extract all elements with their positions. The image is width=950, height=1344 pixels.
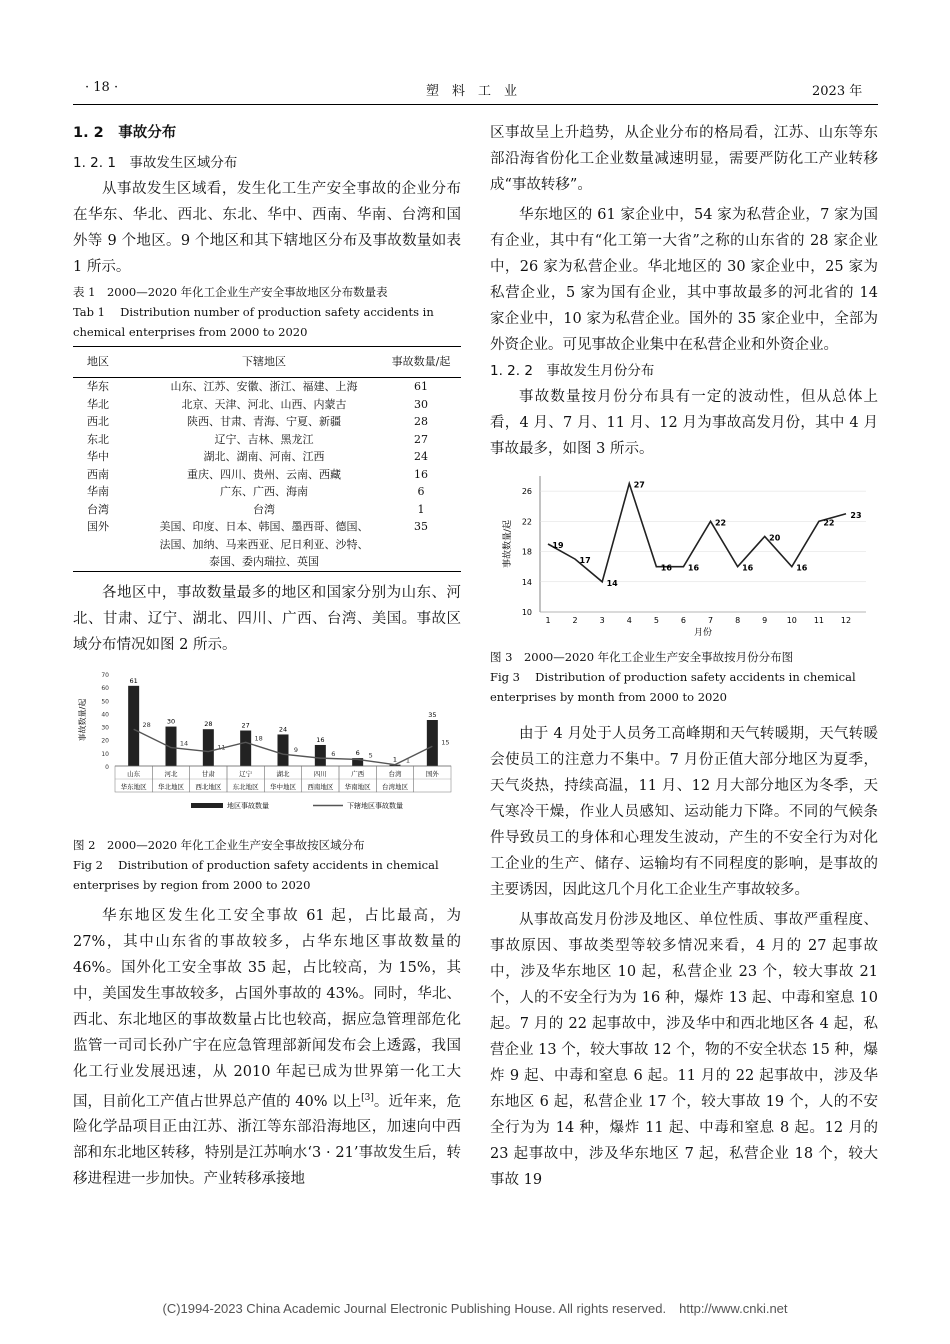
subsection-title-1: 1. 2. 1 事故发生区域分布: [73, 155, 238, 171]
x-tick-label: 4: [626, 616, 632, 625]
region-bar-chart: [73, 664, 461, 826]
table-cell: 重庆、四川、贵州、云南、西藏: [187, 467, 341, 481]
paragraph: 由于 4 月处于人员务工高峰期和天气转暖期，天气转暖会使员工的注意力不集中。7 月份正值大部分地区为夏季，天气炎热，持续高温，11 月、12 月大部分地区为冬季，天气寒冷干燥，作业人员感知、运动能力下降。不同的气候条件导致员工的身体和心理发生波动，产生的不安全行为对化工企业的生产、储存、运输均有不同程度的影响，是事故的主要诱因，因此这几个月化工企业生产事故较多。: [490, 726, 878, 898]
table-row: [73, 448, 461, 466]
figure-caption-en: Fig 2 Distribution of production safety accidents in chemical: [73, 857, 439, 872]
line-data-label: 28: [142, 720, 151, 729]
data-label: 20: [769, 533, 781, 543]
x-tick-label: 四川: [313, 769, 327, 778]
table-cell: 27: [414, 432, 428, 446]
table-header: 事故数量/起: [381, 347, 461, 378]
figure-caption-en: Fig 3 Distribution of production safety accidents in chemical: [490, 670, 856, 684]
table-cell: 东北: [87, 432, 109, 446]
figure-2: [73, 664, 461, 835]
table-cell-line: 泰国、委内瑞拉、英国: [209, 555, 319, 568]
right-column: [490, 120, 878, 1193]
y-tick-label: 10: [521, 608, 532, 617]
bar-data-label: 16: [316, 735, 325, 744]
line-data-label: 5: [368, 750, 373, 759]
x-region-label: 华东地区: [120, 782, 147, 791]
table-header: 下辖地区: [147, 347, 381, 378]
header-rule: [73, 104, 878, 105]
data-label: 14: [606, 578, 618, 588]
month-line-chart: [490, 466, 878, 638]
x-tick-label: 国外: [425, 769, 439, 778]
x-tick-label: 2: [572, 616, 578, 625]
paragraph-text: 华东地区发生化工安全事故 61 起，占比最高，为 27%，其中山东省的事故较多，占华东地区事故数量的 46%。国外化工安全事故 35 起，占比较高，为 15%，其中，美国发生事故较多，占国外事故的 43%。同时，华北、西北、东北地区的事故数量占比也较高，据应急管理部危化监管一司司长孙广宇在应急管理部新闻发布会上透露，我国化工行业发展迅速，从 2010 年起已成为世界第一化工大国，目前化工产值占世界总产值的 40% 以上: [73, 907, 461, 1110]
table-row: [73, 378, 461, 396]
table-cell: 广东、广西、海南: [220, 485, 308, 498]
x-tick-label: 11: [813, 616, 825, 625]
data-label: 23: [850, 510, 862, 520]
table-cell: 辽宁、吉林、黑龙江: [214, 432, 314, 446]
line-data-label: 14: [179, 739, 189, 748]
y-tick-label: 50: [101, 697, 109, 705]
table-cell-line: 美国、印度、日本、韩国、墨西哥、德国、: [159, 520, 369, 533]
paragraph-text: 。近年来，危险化学品项目正由江苏、浙江等东部沿海地区，加速向中西部和东北地区转移，特别是江苏响水‘3 · 21’事故发生后，转移进程进一步加快。产业转移承接地: [73, 1093, 461, 1188]
table-cell: 华东: [87, 380, 109, 393]
table-cell: 6: [417, 485, 425, 498]
bar-data-label: 27: [241, 721, 250, 730]
bar: [315, 744, 326, 765]
table-cell: 西南: [87, 467, 109, 481]
y-tick-label: 30: [101, 724, 109, 732]
table-cell: 湖北、湖南、河南、江西: [203, 450, 325, 463]
table-cell: 华中: [87, 450, 109, 463]
y-tick-label: 14: [521, 577, 532, 587]
table-cell: 28: [414, 415, 428, 428]
y-axis-label: 事故数量/起: [503, 519, 513, 569]
table-cell: 陕西、甘肃、青海、宁夏、新疆: [187, 415, 341, 428]
table-header-row: [73, 347, 461, 378]
y-tick-label: 22: [521, 517, 532, 527]
bar-data-label: 1: [392, 755, 398, 764]
line-data-label: 9: [293, 745, 299, 754]
table-row: [73, 501, 461, 519]
data-label: 16: [796, 563, 808, 573]
figure-caption-en: enterprises by region from 2000 to 2020: [73, 877, 311, 892]
x-tick-label: 5: [653, 616, 659, 625]
copyright-footer: (C)1994-2023 China Academic Journal Electronic Publishing House. All rights reserved. http://www.cnki.net: [162, 1301, 788, 1316]
line-data-label: 11: [217, 743, 226, 752]
x-tick-label: 6: [680, 616, 687, 625]
bar: [427, 720, 438, 766]
table-caption-en: chemical enterprises from 2000 to 2020: [73, 325, 308, 339]
x-tick-label: 10: [786, 616, 797, 625]
table-cell-line: 法国、加纳、马来西亚、尼日利亚、沙特、: [159, 537, 369, 551]
y-tick-label: 70: [101, 671, 109, 679]
table-cell: 24: [414, 450, 428, 463]
table-cell: 华北: [87, 397, 109, 411]
left-column: [73, 120, 461, 1192]
table-cell: 台湾: [87, 502, 109, 516]
x-region-label: 华中地区: [270, 782, 296, 791]
table-cell: 山东、江苏、安徽、浙江、福建、上海: [170, 380, 358, 393]
citation-ref: [3]: [361, 1092, 374, 1103]
table-header: 地区: [73, 347, 147, 378]
figure-3: [490, 466, 878, 647]
table-cell: 16: [414, 467, 428, 481]
figure-caption-en: enterprises by month from 2000 to 2020: [490, 690, 727, 704]
x-tick-label: 河北: [164, 769, 178, 778]
figure-caption-cn: 图 2 2000—2020 年化工企业生产安全事故按区域分布: [73, 837, 365, 852]
journal-year: 2023 年: [812, 84, 863, 99]
paragraph: 华东地区的 61 家企业中，54 家为私营企业，7 家为国有企业，其中有“化工第一大省”之称的山东省的 28 家企业中，26 家为私营企业。华北地区的 30 家企业中，25 家为私营企业，5 家为国有企业，其中事故最多的河北省的 14 家企业中，10 家为私营企业。国外的 35 家企业中，全部为外资企业。可见事故企业集中在私营企业和外资企业。: [490, 207, 878, 353]
page-number: · 18 ·: [85, 80, 119, 95]
data-label: 22: [823, 518, 835, 528]
x-axis-label: 月份: [693, 628, 713, 638]
bar-data-label: 6: [355, 748, 360, 757]
table-row: [73, 518, 461, 571]
table-cell: 1: [417, 502, 425, 516]
journal-title: 塑 料 工 业: [426, 84, 518, 99]
figure-caption-cn: 图 3 2000—2020 年化工企业生产安全事故按月份分布图: [490, 650, 794, 664]
table-cell: 华南: [87, 485, 109, 498]
bar: [128, 685, 139, 765]
table-cell: 国外: [73, 518, 147, 571]
section-title: 1. 2 事故分布: [73, 125, 177, 141]
table-row: [73, 431, 461, 449]
table-row: [73, 466, 461, 484]
x-tick-label: 9: [762, 616, 768, 625]
paragraph: 区事故呈上升趋势，从企业分布的格局看，江苏、山东等东部沿海省份化工企业数量减速明显，需要严防化工产业转移成“事故转移”。: [490, 125, 878, 193]
table-row: [73, 483, 461, 501]
bar: [240, 730, 251, 765]
data-label: 17: [579, 556, 591, 566]
table-cell: 35: [381, 518, 461, 571]
x-tick-label: 8: [735, 616, 741, 625]
bar: [278, 734, 289, 766]
legend-swatch-bar: [191, 803, 223, 808]
table-caption-en: Tab 1 Distribution number of production safety accidents in: [73, 305, 434, 319]
table-cell: 西北: [87, 415, 109, 428]
bar-data-label: 28: [204, 719, 213, 728]
x-tick-label: 台湾: [388, 769, 402, 778]
x-tick-label: 1: [545, 616, 551, 625]
table-cell: 北京、天津、河北、山西、内蒙古: [181, 397, 347, 411]
line-data-label: 15: [441, 737, 450, 746]
x-region-label: 东北地区: [232, 782, 259, 791]
bar-data-label: 35: [428, 710, 437, 719]
y-tick-label: 60: [101, 684, 109, 692]
x-tick-label: 7: [707, 616, 714, 625]
data-label: 27: [633, 480, 645, 490]
region-table: [73, 346, 461, 572]
paragraph: 从事故发生区域看，发生化工生产安全事故的企业分布在华东、华北、西北、东北、华中、西南、华南、台湾和国外等 9 个地区。9 个地区和其下辖地区分布及事故数量如表 1 所示。: [73, 181, 461, 275]
table-caption-cn: 表 1 2000—2020 年化工企业生产安全事故地区分布数量表: [73, 285, 388, 299]
table-cell: [147, 518, 381, 571]
x-tick-label: 3: [599, 616, 605, 625]
y-tick-label: 20: [101, 737, 109, 745]
paragraph: 各地区中，事故数量最多的地区和国家分别为山东、河北、甘肃、辽宁、湖北、四川、广西、台湾、美国。事故区域分布情况如图 2 所示。: [73, 584, 461, 653]
x-tick-label: 辽宁: [239, 769, 253, 778]
legend-label: 地区事故数量: [227, 801, 269, 810]
paragraph: 从事故高发月份涉及地区、单位性质、事故严重程度、事故原因、事故类型等较多情况来看，4 月的 27 起事故中，涉及华东地区 10 起，私营企业 23 个，较大事故 21 个，人的不安全行为为 16 种，爆炸 13 起、中毒和窒息 10 起。7 月的 22 起事故中，涉及华中和西北地区各 4 起，私营企业 13 个，较大事故 12 个，物的不安全状态 15 种，爆炸 9 起、中毒和窒息 6 起。11 月的 22 起事故中，涉及华东地区 6 起，私营企业 17 个，较大事故 19 个，人的不安全行为为 14 种，爆炸 11 起、中毒和窒息 8 起。12 月的 23 起事故中，涉及华东地区 7 起，私营企业 18 个，较大事故 19: [490, 912, 878, 1188]
table-cell: 61: [414, 380, 428, 393]
table-cell: 30: [414, 397, 428, 411]
line-data-label: 6: [331, 749, 336, 758]
bar: [203, 729, 214, 766]
bar-data-label: 30: [166, 717, 176, 726]
x-region-label: 台湾地区: [382, 782, 408, 791]
x-region-label: 西北地区: [195, 782, 222, 791]
bar-data-label: 24: [278, 724, 288, 733]
table-cell: 台湾: [253, 502, 275, 516]
x-region-label: 华北地区: [158, 782, 184, 791]
table-row: [73, 396, 461, 414]
line-data-label: 18: [254, 733, 263, 742]
subsection-title-2: 1. 2. 2 事故发生月份分布: [490, 363, 655, 379]
x-tick-label: 山东: [127, 769, 141, 778]
x-region-label: 西南地区: [307, 782, 334, 791]
x-tick-label: 湖北: [276, 769, 290, 778]
y-tick-label: 18: [521, 547, 532, 557]
x-region-label: 华南地区: [344, 782, 371, 791]
paragraph: [73, 903, 461, 1193]
y-tick-label: 10: [101, 750, 109, 758]
legend-label: 下辖地区事故数量: [347, 801, 403, 810]
x-tick-label: 广西: [351, 769, 365, 778]
x-tick-label: 12: [840, 616, 852, 625]
y-axis-label: 事故数量/起: [78, 698, 87, 741]
y-tick-label: 26: [521, 487, 532, 497]
y-tick-label: 0: [105, 763, 109, 771]
table-row: [73, 413, 461, 431]
data-label: 16: [660, 563, 672, 573]
line-data-label: 1: [405, 756, 411, 765]
paragraph: 事故数量按月份分布具有一定的波动性，但从总体上看，4 月、7 月、11 月、12 月为事故高发月份，其中 4 月事故最多，如图 3 所示。: [490, 389, 878, 457]
y-tick-label: 40: [101, 710, 109, 718]
bar-data-label: 61: [129, 676, 138, 685]
data-label: 22: [714, 518, 727, 528]
x-tick-label: 甘肃: [201, 769, 215, 778]
data-label: 16: [687, 563, 700, 573]
data-label: 19: [552, 541, 564, 550]
data-label: 16: [742, 563, 754, 573]
